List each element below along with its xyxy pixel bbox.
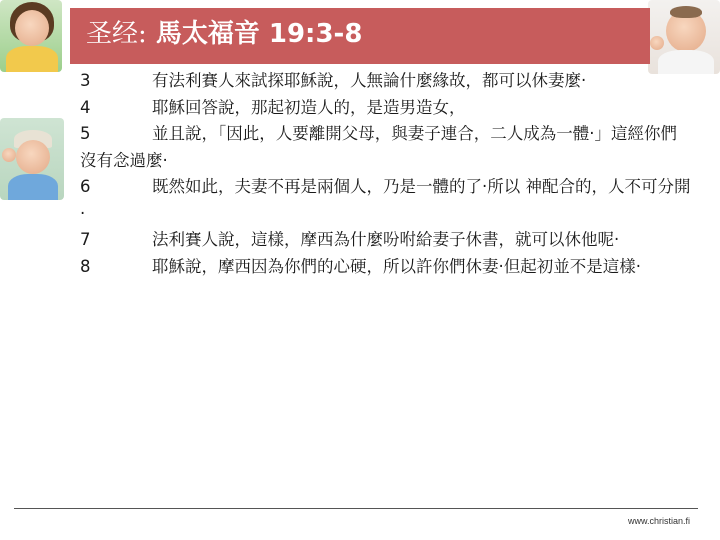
verse-list [80, 68, 692, 280]
verse-text: 耶穌回答說，那起初造人的，是造男造女， [152, 97, 466, 117]
face-shape [15, 10, 49, 46]
verse [80, 227, 692, 254]
girl-photo-top-left [0, 0, 62, 72]
hair-shape [670, 6, 702, 18]
slide-title [86, 14, 362, 54]
verse [80, 68, 692, 95]
verse [80, 121, 692, 174]
shirt-shape [6, 46, 58, 72]
verse-number: 3 [80, 71, 91, 90]
boy-photo-middle-left [0, 118, 64, 200]
verse-text: 法利賽人說，這樣，摩西為什麼吩咐給妻子休書，就可以休他呢· [152, 230, 620, 249]
footer-divider [14, 508, 698, 509]
verse [80, 95, 692, 122]
title-prefix: 圣经: [86, 19, 147, 49]
verse-number: 7 [80, 230, 91, 249]
verse-text: 既然如此，夫妻不再是兩個人，乃是一體的了·所以 神配合的，人不可分開· [80, 177, 691, 223]
verse-number: 6 [80, 177, 91, 196]
verse-text: 耶穌說，摩西因為你們的心硬，所以許你們休妻·但起初並不是這樣· [152, 256, 641, 276]
verse-number: 4 [80, 97, 91, 117]
verse [80, 174, 692, 227]
hand-shape [2, 148, 16, 162]
shirt-shape [8, 174, 58, 200]
hand-shape [650, 36, 664, 50]
face-shape [16, 140, 50, 174]
verse [80, 254, 692, 281]
footer-website: www.christian.fi [627, 516, 690, 526]
verse-number: 8 [80, 256, 91, 276]
verse-text: 並且說，「因此，人要離開父母，與妻子連合，二人成為一體·」這經你們沒有念過麼· [80, 124, 677, 170]
verse-text: 有法利賽人來試探耶穌說，人無論什麼緣故，都可以休妻麼· [152, 71, 587, 90]
baby-photo-top-right [648, 0, 720, 74]
verse-number: 5 [80, 124, 91, 143]
title-reference: 馬太福音 19:3-8 [155, 19, 363, 49]
